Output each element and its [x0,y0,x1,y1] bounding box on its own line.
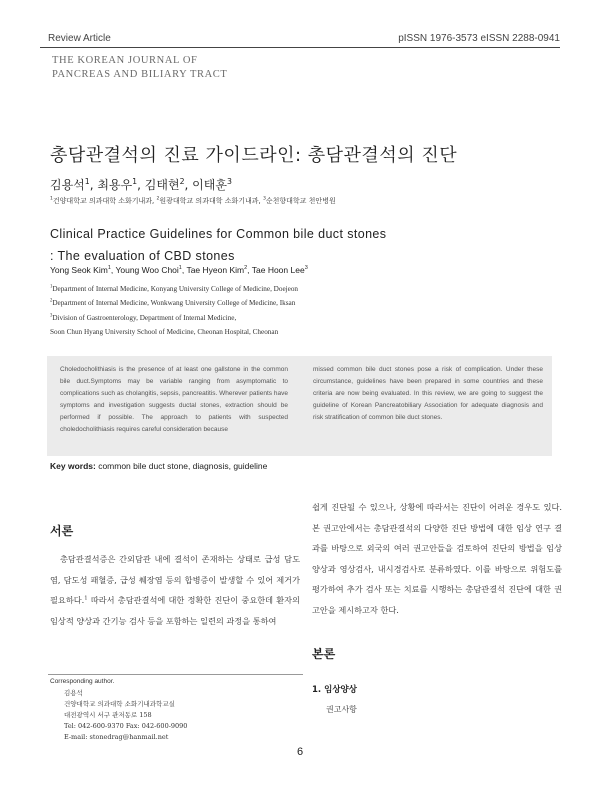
issn: pISSN 1976-3573 eISSN 2288-0941 [398,33,560,44]
author-sup: 3 [226,177,232,186]
abstract-box [47,356,552,456]
right-column-paragraph: 쉽게 진단될 수 있으나, 상황에 따라서는 진단이 어려운 경우도 있다. 본 권고안에서는 총담관결석의 다양한 진단 방법에 대한 임상 연구 결과를 바탕으로 외국의 여러 권고안들을 검토하여 진단의 방법을 임상양상과 영상검사, 내시경검사로 분류하였다. 이를 바탕으로 위험도를 평가하여 추가 검사 또는 치료를 시행하는 총담관결석 진단에 대한 권고안을 제시하고자 한다. [312,502,562,615]
correspondence-line: 김용석 [64,689,83,697]
affil-text: 건양대학교 의과대학 소화기내과, [52,197,155,205]
author-name: Young Woo Choi [115,265,179,275]
affil-text: Division of Gastroenterology, Department of Internal Medicine, [52,313,237,322]
korean-authors: 김용석$^1$, 최용우$^1$, 김태현$^2$, 이태훈$^3$ [50,177,232,192]
keywords-text: common bile duct stone, diagnosis, guideline [95,461,268,471]
abstract-left-column: Choledocholithiasis is the presence of at least one gallstone in the common bile duct.Symptoms may be variable ranging from asymptomatic to complications such as cholangitis, sepsis, pancreatitis. Wherever patients have symptoms and investigation suggests ductal stones, extraction should be performed if possible. The approach to patients with suspected choledocholithiasis requires careful consideration because [60,366,288,433]
header-divider [40,47,560,48]
affil-sup: 2 [156,196,160,202]
author-sup: 1 [132,177,138,186]
correspondence-line: E-mail: stonedrag@hanmail.net [64,733,169,741]
affil-sup: 2 [50,298,53,304]
journal-name [52,54,227,82]
english-title [50,223,386,267]
correspondence-label: Corresponding author. [50,678,115,685]
english-authors: Yong Seok Kim$^1$, Young Woo Choi$^1$, Tae Hyeon Kim$^2$, Tae Hoon Lee$^3$ [50,265,308,275]
author-sup: 1 [84,177,90,186]
affil-sup: 3 [50,313,53,319]
intro-text-cont: 따라서 총담관결석에 대한 정확한 진단이 중요한데 환자의 임상적 양상과 간기능 검사 등을 포함하는 일련의 과정을 통하여 [50,595,300,626]
affil-sup: 1 [50,196,53,202]
english-title-line2: : The evaluation of CBD stones [50,249,235,263]
intro-paragraph [50,549,300,631]
intro-heading: 서론 [50,524,74,538]
author-name: 최용우 [97,178,133,192]
abstract-right-column: missed common bile duct stones pose a risk of complication. Under these circumstance, guidelines have been prepared in some countries and these criteria are now being evaluated. In this review, we are going to suggest the guideline of Korean Pancreatobiliary Association for adequate diagnosis and risk stratification of common bile duct stones. [313,366,543,421]
affil-sup: 1 [50,284,53,290]
author-name: Tae Hoon Lee [251,265,305,275]
affil-text: Department of Internal Medicine, Konyang University College of Medicine, Doejeon [52,285,299,293]
affil-line [50,311,298,325]
citation-sup: 1 [84,595,88,602]
author-name: 김태현 [144,178,180,192]
affil-line [50,296,298,310]
keywords-label: Key words: [50,461,96,471]
affil-text: 원광대학교 의과대학 소화기내과, [159,197,261,205]
affil-sup: 3 [262,196,266,202]
subsection-heading: 1. 임상양상 [312,685,357,695]
korean-title: 총담관결석의 진료 가이드라인: 총담관결석의 진단 [50,145,458,166]
english-affiliations [50,282,298,339]
article-type: Review Article [48,33,111,44]
correspondence-line: 대전광역시 서구 관저동로 158 [64,711,152,719]
correspondence-line: Tel: 042-600-9370 Fax: 042-600-9090 [64,722,188,730]
author-name: Tae Hyeon Kim [186,265,245,275]
author-sup: 2 [244,265,248,272]
keywords [50,461,267,471]
author-sup: 1 [178,265,182,272]
main-section-heading: 본론 [312,647,336,661]
author-name: Yong Seok Kim [50,265,108,275]
english-title-line1: Clinical Practice Guidelines for Common bile duct stones [50,227,387,241]
author-sup: 3 [304,265,308,272]
journal-name-line1: THE KOREAN JOURNAL OF [52,55,198,66]
affil-line [50,282,298,296]
affil-text: Department of Internal Medicine, Wonkwang University College of Medicine, Iksan [52,299,296,308]
correspondence-details [64,688,187,743]
intro-text: 총담관결석증은 간외담관 내에 결석이 존재하는 상태로 급성 담도염, 담도성 패혈증, 급성 췌장염 등의 합병증이 발생할 수 있어 제거가 필요하다. [50,554,300,605]
correspondence-line: 건양대학교 의과대학 소화기내과학교실 [64,700,175,708]
correspondence-divider [48,674,303,675]
author-sup: 2 [179,177,185,186]
author-name: 김용석 [50,178,85,192]
journal-name-line2: PANCREAS AND BILIARY TRACT [52,69,228,80]
author-name: 이태훈 [192,178,227,192]
recommendation-heading: 권고사항 [326,705,357,714]
page-number: 6 [296,746,304,758]
korean-affiliations [50,196,336,206]
author-sup: 1 [107,265,111,272]
affil-text: 순천향대학교 천안병원 [265,197,336,205]
affil-line: Soon Chun Hyang University School of Medicine, Cheonan Hospital, Cheonan [50,327,279,336]
